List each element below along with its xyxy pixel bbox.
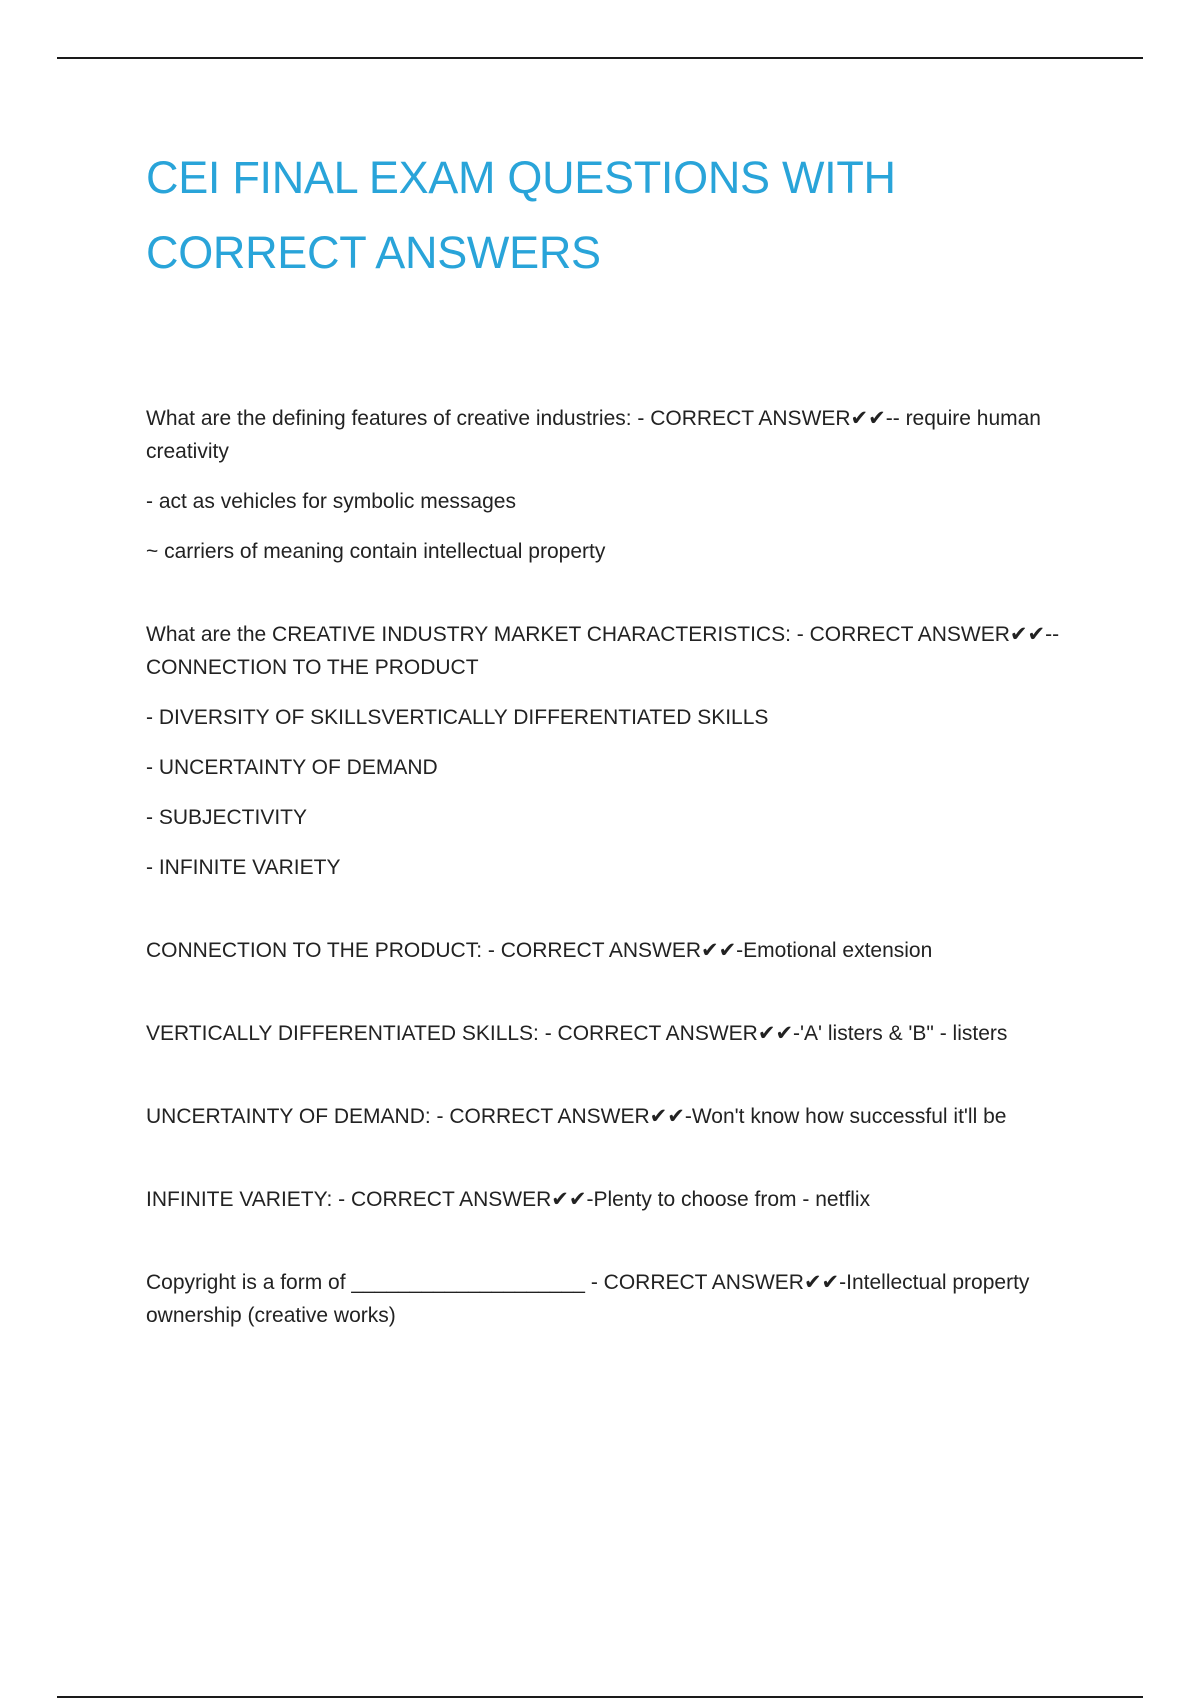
qa-line: - DIVERSITY OF SKILLSVERTICALLY DIFFERENTIATED SKILLS xyxy=(146,706,769,729)
qa-line: - act as vehicles for symbolic messages xyxy=(146,490,516,513)
document-title: CEI FINAL EXAM QUESTIONS WITH CORRECT ANSWERS xyxy=(146,152,896,278)
qa-list xyxy=(146,402,1101,1332)
qa-line: - INFINITE VARIETY xyxy=(146,856,341,879)
header-rule xyxy=(57,57,1143,59)
footer-rule xyxy=(57,1696,1143,1698)
qa-line: What are the CREATIVE INDUSTRY MARKET CHARACTERISTICS: - CORRECT ANSWER✔✔-- CONNECTION TO THE PRODUCT xyxy=(146,623,1060,679)
qa-item xyxy=(146,934,1101,967)
qa-item xyxy=(146,1183,1101,1216)
qa-line: INFINITE VARIETY: - CORRECT ANSWER✔✔-Plenty to choose from - netflix xyxy=(146,1188,871,1211)
qa-item xyxy=(146,1100,1101,1133)
qa-line: - UNCERTAINTY OF DEMAND xyxy=(146,756,438,779)
qa-line: What are the defining features of creative industries: - CORRECT ANSWER✔✔-- require human creativity xyxy=(146,407,1041,463)
qa-line: UNCERTAINTY OF DEMAND: - CORRECT ANSWER✔✔-Won't know how successful it'll be xyxy=(146,1105,1007,1128)
qa-line: Copyright is a form of ____________________ - CORRECT ANSWER✔✔-Intellectual property ownership (creative works) xyxy=(146,1271,1030,1327)
qa-line: ~ carriers of meaning contain intellectual property xyxy=(146,540,606,563)
document-body xyxy=(146,140,1101,1382)
qa-item xyxy=(146,1266,1101,1332)
qa-line: CONNECTION TO THE PRODUCT: - CORRECT ANSWER✔✔-Emotional extension xyxy=(146,939,933,962)
qa-line: VERTICALLY DIFFERENTIATED SKILLS: - CORRECT ANSWER✔✔-'A' listers & 'B" - listers xyxy=(146,1022,1008,1045)
qa-item xyxy=(146,1017,1101,1050)
qa-item xyxy=(146,618,1101,884)
qa-item xyxy=(146,402,1101,568)
qa-line: - SUBJECTIVITY xyxy=(146,806,308,829)
